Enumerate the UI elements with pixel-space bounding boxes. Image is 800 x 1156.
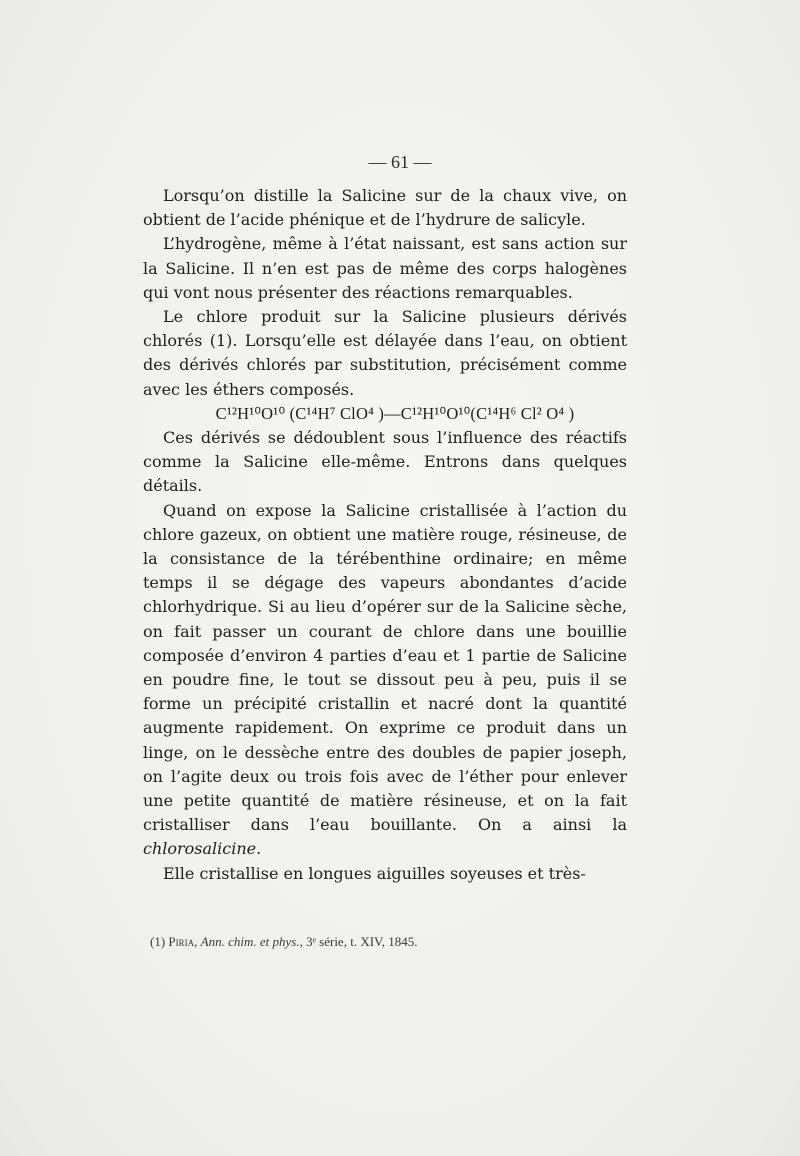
footnote: (1) Piria, Ann. chim. et phys., 3ᵉ série, t. XIV, 1845. bbox=[150, 934, 418, 949]
paragraph-hydrogen: L’hydrogène, même à l’état naissant, est sans action sur la Salicine. Il n’en est pas de même des corps halogènes qui vont nous présenter des réactions remarquables. bbox=[143, 234, 627, 302]
paragraph-crystallization: Elle cristallise en longues aiguilles soyeuses et très- bbox=[163, 863, 586, 883]
footnote-marker: (1) bbox=[150, 934, 166, 949]
page-number: — 61 — bbox=[368, 152, 432, 172]
footnote-journal: Ann. chim. et phys. bbox=[200, 934, 300, 949]
chlorosalicine-term: chlorosalicine bbox=[143, 839, 257, 859]
paragraph-distillation: Lorsqu’on distille la Salicine sur de la chaux vive, on obtient de l’acide phénique et de l’hydrure de salicyle. bbox=[143, 186, 627, 230]
procedure-end: . bbox=[256, 839, 262, 859]
body-text bbox=[143, 184, 627, 886]
paragraph-derivatives: Ces dérivés se dédoublent sous l’influence des réactifs comme la Salicine elle-même. Entrons dans quelques détails. bbox=[143, 428, 627, 496]
footnote-rest: , 3ᵉ série, t. XIV, 1845. bbox=[299, 934, 418, 949]
paragraph-chlorine: Le chlore produit sur la Salicine plusieurs dérivés chlorés (1). Lorsqu’elle est délayée dans l’eau, on obtient des dérivés chlorés par substitution, précisément comme avec les éthers composés. bbox=[143, 307, 627, 399]
procedure-text: Quand on expose la Salicine cristallisée à l’action du chlore gazeux, on obtient une matière rouge, résineuse, de la consistance de la térébenthine ordinaire; en même temps il se dégage des vapeurs abondantes d’acide chlorhydrique. Si au lieu d’opérer sur de la Salicine sèche, on fait passer un courant de chlore dans une bouillie composée d’environ 4 parties d’eau et 1 partie de Salicine en poudre fine, le tout se dissout peu à peu, puis il se forme un précipité cristallin et nacré dont la quantité augmente rapidement. On exprime ce produit dans un linge, on le dessèche entre des doubles de papier joseph, on l’agite deux ou trois fois avec de l’éther pour enlever une petite quantité de matière résineuse, et on la fait cristalliser dans l’eau bouillante. On a ainsi la bbox=[143, 500, 627, 835]
formula-part-2: C¹²H¹⁰O¹⁰(C¹⁴H⁶ Cl² O⁴ ) bbox=[400, 403, 575, 423]
paragraph-procedure bbox=[143, 499, 627, 862]
footnote-author: Piria bbox=[168, 934, 195, 949]
formula-part-1: C¹²H¹⁰O¹⁰ (C¹⁴H⁷ ClO⁴ ) bbox=[215, 403, 385, 423]
chemical-formula bbox=[143, 402, 627, 426]
formula-separator: — bbox=[384, 403, 401, 423]
